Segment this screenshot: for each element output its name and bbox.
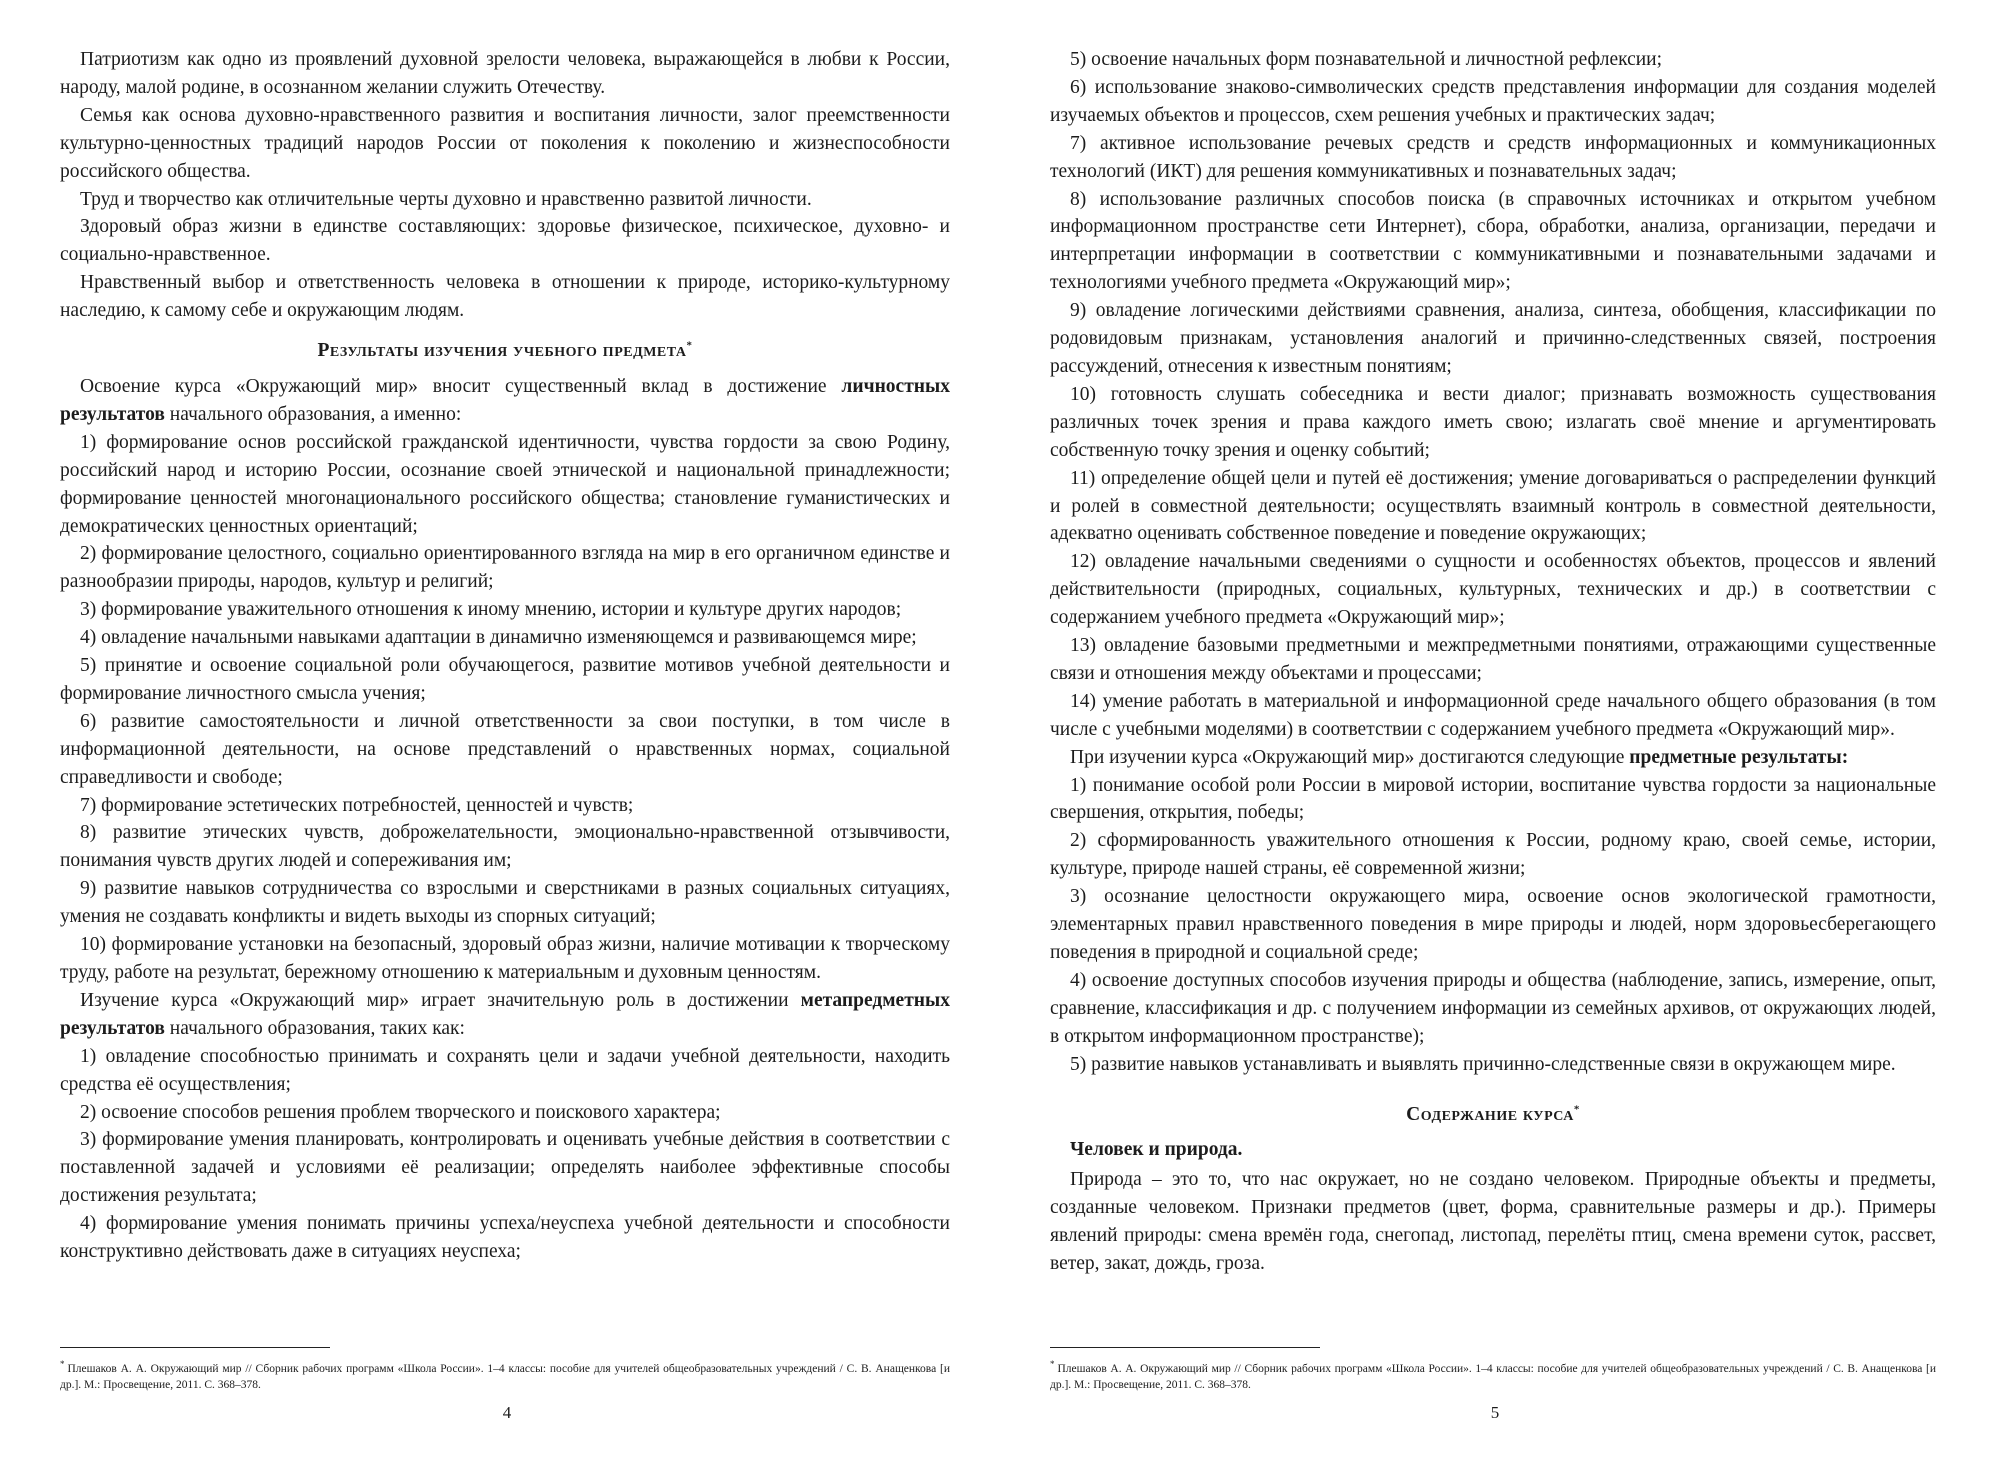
page-number: 4 <box>502 1403 512 1422</box>
footnote-marker: * <box>686 339 693 352</box>
list-item: 4) освоение доступных способов изучения природы и общества (наблюдение, запись, измерение, опыт, сравнение, классификация и др. с получением информации из семейных архивов, от окружающих людей, в открытом информационном пространстве); <box>1050 969 1936 1047</box>
intro-text: При изучении курса «Окружающий мир» достигаются следующие <box>1070 746 1630 768</box>
paragraph: Природа – это то, что нас окружает, но не создано человеком. Природные объекты и предметы, созданные человеком. Признаки предметов (цвет, форма, сравнительные размеры и др.). Примеры явлений природы: смена времён года, снегопад, листопад, перелёты птиц, смена времени суток, рассвет, ветер, закат, дождь, гроза. <box>1050 1169 1936 1275</box>
footnote-marker: * <box>1573 1103 1580 1116</box>
footnote-divider <box>1050 1347 1320 1348</box>
list-item: 10) формирование установки на безопасный, здоровый образ жизни, наличие мотивации к творческому труду, работе на результат, бережному отношению к материальным и духовным ценностям. <box>60 934 950 983</box>
right-page-body <box>1050 46 1936 1278</box>
paragraph: Нравственный выбор и ответственность человека в отношении к природе, историко-культурному наследию, к самому себе и окружающим людям. <box>60 272 950 322</box>
list-item: 3) осознание целостности окружающего мира, освоение основ экологической грамотности, элементарных правил нравственного поведения в мире природы и людей, норм здоровьесберегающего поведения в природной и социальной среде; <box>1050 886 1936 963</box>
subject-results-intro <box>1050 744 1936 772</box>
footnote <box>1050 1356 1936 1393</box>
list-item: 12) овладение начальными сведениями о сущности и особенностях объектов, процессов и явлений действительности (природных, социальных, культурных, технических и др.) в соответствии с содержанием учебного предмета «Окружающий мир»; <box>1050 551 1936 629</box>
list-item: 5) развитие навыков устанавливать и выявлять причинно-следственные связи в окружающем мире. <box>1070 1053 1896 1075</box>
list-item: 10) готовность слушать собеседника и вести диалог; признавать возможность существования различных точек зрения и права каждого иметь свою; излагать своё мнение и аргументировать собственную точку зрения и оценку событий; <box>1050 383 1936 461</box>
personal-results-intro <box>60 373 950 429</box>
list-item: 1) понимание особой роли России в мировой истории, воспитание чувства гордости за национальные свершения, открытия, победы; <box>1050 774 1936 824</box>
list-item: 2) формирование целостного, социально ориентированного взгляда на мир в его органичном единстве и разнообразии природы, народов, культур и религий; <box>60 543 950 593</box>
list-item: 6) развитие самостоятельности и личной ответственности за свои поступки, в том числе в информационной деятельности, на основе представлений о нравственных нормах, социальной справедливости и свободе; <box>60 710 950 788</box>
list-item: 8) использование различных способов поиска (в справочных источниках и открытом учебном информационном пространстве сети Интернет), сбора, обработки, анализа, организации, передачи и интерпретации информации в соответствии с коммуникативными и познавательными задачами и технологиями учебного предмета «Окружающий мир»; <box>1050 188 1936 294</box>
paragraph: Семья как основа духовно-нравственного развития и воспитания личности, залог преемственности культурно-ценностных традиций народов России от поколения к поколению и жизнеспособности российского общества. <box>60 104 950 182</box>
list-item: 2) сформированность уважительного отношения к России, родному краю, своей семье, истории, культуре, природе нашей страны, её современной жизни; <box>1050 830 1936 880</box>
intro-text: начального образования, таких как: <box>164 1017 465 1039</box>
list-item: 4) овладение начальными навыками адаптации в динамично изменяющемся и развивающемся мире; <box>80 627 917 649</box>
list-item: 3) формирование умения планировать, контролировать и оценивать учебные действия в соответствии с поставленной задачей и условиями её реализации; определять наиболее эффективные способы достижения результата; <box>60 1129 950 1207</box>
footnote-text: Плешаков А. А. Окружающий мир // Сборник рабочих программ «Школа России». 1–4 классы: пособие для учителей общеобразовательных учреждений / С. В. Анащенкова [и др.]. М.: Просвещение, 2011. С. 368–378. <box>1050 1362 1936 1391</box>
paragraph: Труд и творчество как отличительные черты духовно и нравственно развитой личности. <box>80 188 812 210</box>
list-item: 8) развитие этических чувств, доброжелательности, эмоционально-нравственной отзывчивости, понимания чувств других людей и сопереживания им; <box>60 822 950 872</box>
intro-text: Освоение курса «Окружающий мир» вносит существенный вклад в достижение <box>80 375 842 397</box>
footnote-marker: * <box>60 1359 65 1369</box>
section-heading-text: Содержание курса <box>1406 1103 1574 1125</box>
paragraph: Патриотизм как одно из проявлений духовной зрелости человека, выражающейся в любви к России, народу, малой родине, в осознанном желании служить Отечеству. <box>60 49 950 98</box>
footnote <box>60 1356 950 1393</box>
subheading: Человек и природа. <box>1070 1139 1243 1161</box>
section-heading-content <box>1050 1101 1936 1129</box>
page-right <box>1000 0 2000 1464</box>
meta-results-intro <box>60 987 950 1043</box>
page-number: 5 <box>1490 1403 1500 1422</box>
paragraph: Здоровый образ жизни в единстве составляющих: здоровье физическое, психическое, духовно- и социально-нравственное. <box>60 216 950 266</box>
list-item: 7) формирование эстетических потребностей, ценностей и чувств; <box>80 794 634 816</box>
footnote-divider <box>60 1347 330 1348</box>
list-item: 5) освоение начальных форм познавательной и личностной рефлексии; <box>1070 49 1663 70</box>
list-item: 14) умение работать в материальной и информационной среде начального общего образования (в том числе с учебными моделями) в соответствии с содержанием учебного предмета «Окружающий мир». <box>1050 690 1936 740</box>
list-item: 4) формирование умения понимать причины успеха/неуспеха учебной деятельности и способности конструктивно действовать даже в ситуациях неуспеха; <box>60 1213 950 1263</box>
list-item: 9) развитие навыков сотрудничества со взрослыми и сверстниками в разных социальных ситуациях, умения не создавать конфликты и видеть выходы из спорных ситуаций; <box>60 878 950 928</box>
section-heading-text: Результаты изучения учебного предмета <box>317 340 687 362</box>
list-item: 2) освоение способов решения проблем творческого и поискового характера; <box>80 1101 721 1123</box>
intro-text: Изучение курса «Окружающий мир» играет значительную роль в достижении <box>80 989 801 1011</box>
footnote-marker: * <box>1050 1359 1055 1369</box>
list-item: 9) овладение логическими действиями сравнения, анализа, синтеза, обобщения, классификации по родовидовым признакам, установления аналогий и причинно-следственных связей, построения рассуждений, отнесения к известным понятиям; <box>1050 300 1936 377</box>
list-item: 6) использование знаково-символических средств представления информации для создания моделей изучаемых объектов и процессов, схем решения учебных и практических задач; <box>1050 76 1936 126</box>
list-item: 5) принятие и освоение социальной роли обучающегося, развитие мотивов учебной деятельности и формирование личностного смысла учения; <box>60 655 950 704</box>
list-item: 1) овладение способностью принимать и сохранять цели и задачи учебной деятельности, находить средства её осуществления; <box>60 1045 950 1095</box>
list-item: 11) определение общей цели и путей её достижения; умение договариваться о распределении функций и ролей в совместной деятельности; осуществлять взаимный контроль в совместной деятельности, адекватно оценивать собственное поведение и поведение окружающих; <box>1050 467 1936 545</box>
bold-term: предметные результаты: <box>1629 746 1849 768</box>
section-heading-results <box>60 337 950 365</box>
intro-text: начального образования, а именно: <box>164 403 462 425</box>
bold-term: метапредметных результатов <box>60 989 950 1039</box>
list-item: 7) активное использование речевых средств и средств информационных и коммуникационных технологий (ИКТ) для решения коммуникативных и познавательных задач; <box>1050 132 1936 182</box>
bold-term: личностных результатов <box>60 375 950 425</box>
list-item: 1) формирование основ российской гражданской идентичности, чувства гордости за свою Родину, российский народ и историю России, осознание своей этнической и национальной принадлежности; формирование ценностей многонационального российского общества; становление гуманистических и демократических ценностных ориентаций; <box>60 431 950 537</box>
left-page-body <box>60 46 950 1266</box>
footnote-text: Плешаков А. А. Окружающий мир // Сборник рабочих программ «Школа России». 1–4 классы: пособие для учителей общеобразовательных учреждений / С. В. Анащенкова [и др.]. М.: Просвещение, 2011. С. 368–378. <box>60 1362 950 1391</box>
list-item: 13) овладение базовыми предметными и межпредметными понятиями, отражающими существенные связи и отношения между объектами и процессами; <box>1050 635 1936 684</box>
list-item: 3) формирование уважительного отношения к иному мнению, истории и культуре других народов; <box>80 599 902 621</box>
